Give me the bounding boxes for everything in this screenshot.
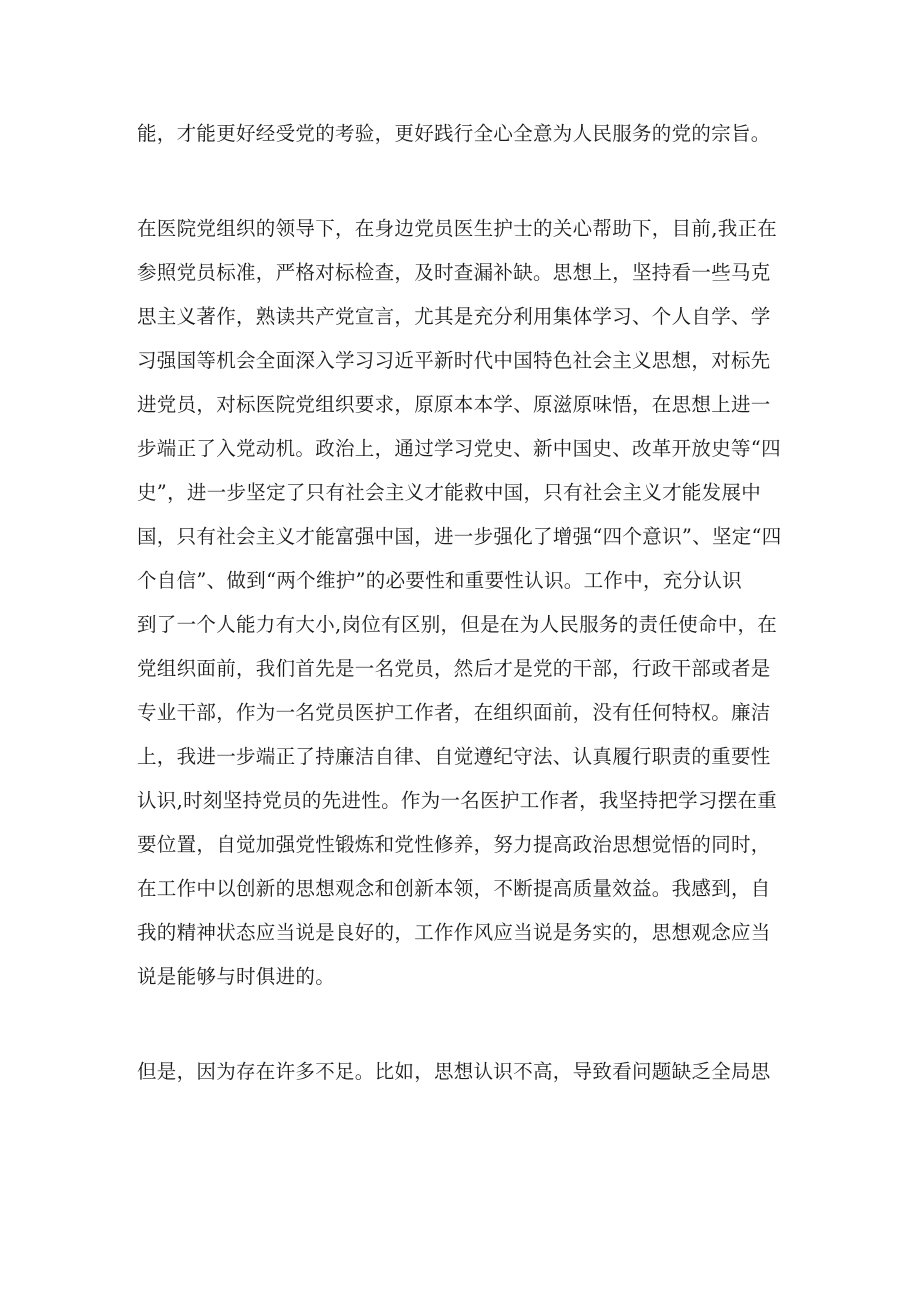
paragraph-2-line-1: 在医院党组织的领导下，在身边党员医生护士的关心帮助下，目前,我正在 [137,217,778,240]
paragraph-2-line-2: 参照党员标准，严格对标检查，及时查漏补缺。思想上，坚持看一些马克 [137,261,771,284]
paragraph-1-line-1: 能，才能更好经受党的考验，更好践行全心全意为人民服务的党的宗旨。 [137,122,771,145]
paragraph-2-line-12: 专业干部，作为一名党员医护工作者，在组织面前，没有任何特权。廉洁 [137,701,771,724]
paragraph-2-line-10: 到了一个人能力有大小,岗位有区别，但是在为人民服务的责任使命中，在 [137,613,778,636]
paragraph-2-line-3: 思主义著作，熟读共产党宣言，尤其是充分利用集体学习、个人自学、学 [137,305,771,328]
paragraph-2-line-5: 进党员，对标医院党组织要求，原原本本学、原滋原味悟，在思想上进一 [137,393,771,416]
paragraph-2-line-4: 习强国等机会全面深入学习习近平新时代中国特色社会主义思想，对标先 [137,349,771,372]
paragraph-2-line-14: 认识,时刻坚持党员的先进性。作为一名医护工作者，我坚持把学习摆在重 [137,789,778,812]
paragraph-2-line-15: 要位置，自觉加强党性锻炼和党性修养，努力提高政治思想觉悟的同时， [137,833,771,856]
paragraph-2-line-8: 国，只有社会主义才能富强中国，进一步强化了增强“四个意识”、坚定“四 [137,525,782,548]
paragraph-2-line-6: 步端正了入党动机。政治上，通过学习党史、新中国史、改革开放史等“四 [137,437,781,460]
paragraph-2-line-11: 党组织面前，我们首先是一名党员，然后才是党的干部，行政干部或者是 [137,657,771,680]
paragraph-2-line-16: 在工作中以创新的思想观念和创新本领，不断提高质量效益。我感到，自 [137,877,771,900]
paragraph-2-line-17: 我的精神状态应当说是良好的，工作作风应当说是务实的，思想观念应当 [137,921,771,944]
paragraph-2-line-18: 说是能够与时俱进的。 [137,965,336,988]
paragraph-2-line-7: 史”，进一步坚定了只有社会主义才能救中国，只有社会主义才能发展中 [137,481,762,504]
paragraph-2-line-9: 个自信”、做到“两个维护”的必要性和重要性认识。工作中，充分认识 [137,569,743,592]
paragraph-2-line-13: 上，我进一步端正了持廉洁自律、自觉遵纪守法、认真履行职责的重要性 [137,745,771,768]
paragraph-3-line-1: 但是，因为存在许多不足。比如，思想认识不高，导致看问题缺乏全局思 [137,1060,771,1083]
